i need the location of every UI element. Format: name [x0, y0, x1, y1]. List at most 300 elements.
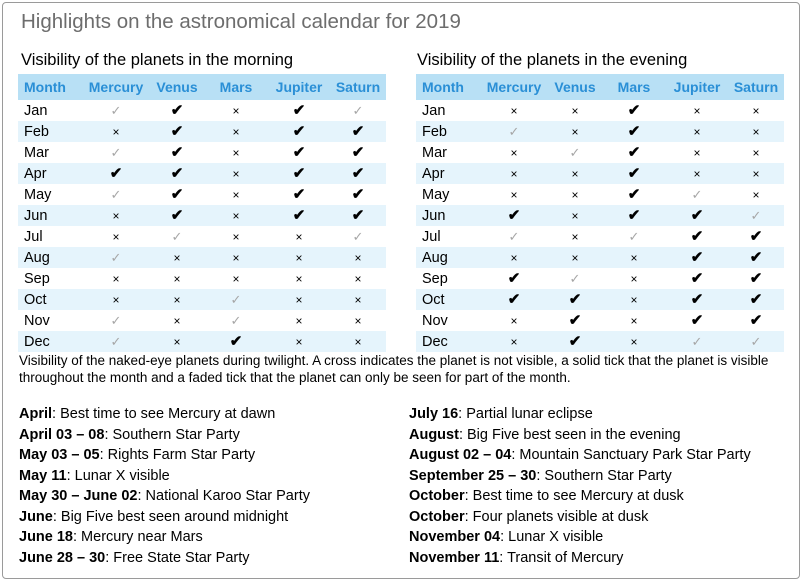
- visibility-cell: [330, 268, 386, 289]
- tick-icon: ✔: [507, 270, 521, 287]
- event-description: : National Karoo Star Party: [137, 488, 310, 504]
- event-date: October: [409, 488, 465, 504]
- event-item: [19, 527, 310, 548]
- tick-icon: ✔: [690, 249, 704, 266]
- visibility-cell: [204, 268, 268, 289]
- table-row: [18, 142, 386, 163]
- visibility-cell: [666, 268, 728, 289]
- month-cell: Aug: [18, 247, 82, 268]
- event-date: August 02 – 04: [409, 447, 512, 463]
- table-row: [18, 121, 386, 142]
- faded-tick-icon: ✓: [508, 229, 520, 244]
- event-date: November 11: [409, 549, 500, 566]
- visibility-cell: [268, 289, 330, 310]
- month-cell: Sep: [24, 270, 50, 287]
- visibility-cell: [548, 331, 602, 352]
- visibility-cell: [480, 331, 548, 352]
- tick-icon: ✔: [229, 333, 243, 350]
- cross-icon: ×: [112, 209, 120, 223]
- visibility-cell: [82, 226, 150, 247]
- table-caption: Visibility of the naked-eye planets during twilight. A cross indicates the planet is not visible, a solid tick that the planet is visible throughout the month and a faded tick that the planet can only be seen for part of the month.: [19, 353, 769, 385]
- month-cell: Feb: [416, 121, 480, 142]
- visibility-cell: [150, 205, 204, 226]
- cross-icon: ×: [752, 125, 760, 139]
- table-row: [18, 205, 386, 226]
- tick-icon: ✔: [170, 207, 184, 224]
- table-row: [416, 226, 784, 247]
- event-item: [19, 466, 310, 487]
- cross-icon: ×: [232, 272, 240, 286]
- table-row: [18, 163, 386, 184]
- tick-icon: ✔: [568, 333, 582, 350]
- tick-icon: ✔: [568, 291, 582, 308]
- event-item: [19, 404, 310, 425]
- cross-icon: ×: [232, 251, 240, 265]
- cross-icon: ×: [232, 188, 240, 202]
- cross-icon: ×: [173, 251, 181, 265]
- event-description: : Lunar X visible: [500, 529, 604, 545]
- visibility-cell: [548, 310, 602, 331]
- cross-icon: ×: [295, 335, 303, 349]
- visibility-cell: [330, 205, 386, 226]
- cross-icon: ×: [173, 335, 181, 349]
- visibility-cell: [204, 184, 268, 205]
- faded-tick-icon: ✓: [110, 103, 122, 118]
- visibility-cell: [548, 289, 602, 310]
- visibility-cell: [268, 226, 330, 247]
- visibility-cell: [602, 163, 666, 184]
- month-cell: Jul: [24, 228, 43, 245]
- column-header-saturn: Saturn: [330, 74, 386, 100]
- cross-icon: ×: [295, 314, 303, 328]
- cross-icon: ×: [510, 251, 518, 265]
- morning-heading: Visibility of the planets in the morning: [21, 51, 294, 69]
- tick-icon: ✔: [749, 270, 763, 287]
- page-title: Highlights on the astronomical calendar for 2019: [21, 10, 461, 33]
- event-date: November 04: [409, 529, 501, 545]
- visibility-cell: [602, 268, 666, 289]
- tick-icon: ✔: [627, 123, 641, 140]
- cross-icon: ×: [510, 104, 518, 118]
- event-item: [409, 445, 751, 466]
- visibility-cell: [330, 247, 386, 268]
- event-description: : Best time to see Mercury at dusk: [464, 488, 684, 504]
- tick-icon: ✔: [351, 186, 365, 203]
- cross-icon: ×: [752, 104, 760, 118]
- column-header-mercury: Mercury: [82, 74, 150, 100]
- tick-icon: ✔: [170, 102, 184, 119]
- table-row: [416, 142, 784, 163]
- visibility-cell: [330, 184, 386, 205]
- visibility-cell: [268, 121, 330, 142]
- cross-icon: ×: [571, 209, 579, 223]
- event-date: April 03 – 08: [19, 426, 105, 443]
- table-row: [416, 121, 784, 142]
- visibility-cell: [150, 310, 204, 331]
- visibility-cell: [602, 226, 666, 247]
- visibility-cell: [204, 310, 268, 331]
- table-row: [18, 268, 386, 289]
- cross-icon: ×: [232, 230, 240, 244]
- event-item: [19, 507, 310, 528]
- event-item: [409, 527, 751, 548]
- event-description: : Big Five best seen in the evening: [458, 426, 681, 443]
- cross-icon: ×: [752, 146, 760, 160]
- column-header-mercury: Mercury: [480, 74, 548, 100]
- faded-tick-icon: ✓: [171, 229, 183, 244]
- faded-tick-icon: ✓: [352, 229, 364, 244]
- visibility-cell: [82, 289, 150, 310]
- visibility-cell: [728, 100, 784, 121]
- event-description: : Mercury near Mars: [73, 529, 203, 545]
- visibility-cell: [268, 163, 330, 184]
- column-header-mars: Mars: [602, 74, 666, 100]
- visibility-cell: [150, 289, 204, 310]
- visibility-cell: [728, 289, 784, 310]
- event-item: [409, 486, 751, 507]
- visibility-cell: [602, 205, 666, 226]
- visibility-cell: [150, 121, 204, 142]
- visibility-cell: [268, 268, 330, 289]
- cross-icon: ×: [693, 146, 701, 160]
- cross-icon: ×: [630, 314, 638, 328]
- month-cell: Aug: [416, 247, 480, 268]
- visibility-cell: [602, 331, 666, 352]
- tick-icon: ✔: [351, 144, 365, 161]
- visibility-cell: [480, 100, 548, 121]
- cross-icon: ×: [752, 188, 760, 202]
- visibility-cell: [330, 226, 386, 247]
- visibility-cell: [666, 247, 728, 268]
- event-date: October: [409, 508, 465, 525]
- faded-tick-icon: ✓: [110, 187, 122, 202]
- visibility-cell: [330, 331, 386, 352]
- visibility-cell: [480, 268, 548, 289]
- events-list-left: [19, 404, 310, 568]
- event-description: : Free State Star Party: [105, 549, 250, 566]
- month-cell: Apr: [18, 163, 82, 184]
- visibility-cell: [666, 331, 728, 352]
- event-item: [19, 486, 310, 507]
- event-item: [409, 404, 751, 425]
- visibility-cell: [728, 268, 784, 289]
- visibility-cell: [666, 184, 728, 205]
- event-date: May 03 – 05: [19, 447, 100, 463]
- cross-icon: ×: [112, 125, 120, 139]
- faded-tick-icon: ✓: [750, 208, 762, 223]
- column-header-month: Month: [416, 74, 480, 100]
- visibility-cell: [548, 205, 602, 226]
- visibility-cell: [480, 205, 548, 226]
- visibility-cell: [204, 205, 268, 226]
- event-description: : Mountain Sanctuary Park Star Party: [511, 447, 751, 463]
- visibility-cell: [82, 205, 150, 226]
- tick-icon: ✔: [690, 291, 704, 308]
- table-row: [416, 268, 784, 289]
- tick-icon: ✔: [749, 228, 763, 245]
- visibility-cell: [330, 100, 386, 121]
- tick-icon: ✔: [292, 186, 306, 203]
- visibility-cell: [602, 100, 666, 121]
- month-cell: Jan: [422, 102, 446, 119]
- cross-icon: ×: [693, 104, 701, 118]
- faded-tick-icon: ✓: [230, 292, 242, 307]
- cross-icon: ×: [571, 251, 579, 265]
- cross-icon: ×: [571, 167, 579, 181]
- visibility-cell: [82, 100, 150, 121]
- tick-icon: ✔: [170, 123, 184, 140]
- visibility-cell: [728, 163, 784, 184]
- events-list-right: [409, 404, 751, 568]
- visibility-cell: [602, 310, 666, 331]
- cross-icon: ×: [173, 272, 181, 286]
- visibility-cell: [330, 163, 386, 184]
- table-row: [18, 184, 386, 205]
- visibility-cell: [82, 247, 150, 268]
- visibility-cell: [330, 121, 386, 142]
- month-cell: Jun: [18, 205, 82, 226]
- visibility-cell: [268, 310, 330, 331]
- event-item: [409, 548, 751, 569]
- faded-tick-icon: ✓: [110, 145, 122, 160]
- cross-icon: ×: [295, 230, 303, 244]
- tick-icon: ✔: [292, 102, 306, 119]
- event-date: June: [19, 508, 53, 525]
- cross-icon: ×: [295, 272, 303, 286]
- table-row: [18, 226, 386, 247]
- visibility-cell: [268, 142, 330, 163]
- visibility-cell: [728, 226, 784, 247]
- cross-icon: ×: [510, 167, 518, 181]
- event-item: [409, 425, 751, 446]
- visibility-cell: [548, 226, 602, 247]
- visibility-cell: [666, 289, 728, 310]
- table-row: [18, 331, 386, 352]
- tick-icon: ✔: [170, 144, 184, 161]
- cross-icon: ×: [232, 167, 240, 181]
- cross-icon: ×: [232, 146, 240, 160]
- faded-tick-icon: ✓: [110, 334, 122, 349]
- tick-icon: ✔: [170, 186, 184, 203]
- event-description: : Southern Star Party: [104, 426, 240, 443]
- faded-tick-icon: ✓: [508, 124, 520, 139]
- visibility-cell: [150, 142, 204, 163]
- cross-icon: ×: [112, 293, 120, 307]
- cross-icon: ×: [354, 272, 362, 286]
- visibility-cell: [480, 184, 548, 205]
- visibility-cell: [204, 100, 268, 121]
- tick-icon: ✔: [170, 165, 184, 182]
- table-row: [416, 289, 784, 310]
- table-row: [18, 289, 386, 310]
- table-row: [416, 247, 784, 268]
- event-item: [19, 548, 310, 569]
- table-row: [416, 184, 784, 205]
- cross-icon: ×: [630, 272, 638, 286]
- month-cell: Jul: [422, 228, 441, 245]
- cross-icon: ×: [354, 293, 362, 307]
- tick-icon: ✔: [627, 165, 641, 182]
- cross-icon: ×: [630, 335, 638, 349]
- faded-tick-icon: ✓: [110, 313, 122, 328]
- month-cell: May: [422, 186, 450, 203]
- visibility-cell: [330, 310, 386, 331]
- event-date: July 16: [409, 406, 459, 422]
- visibility-cell: [82, 184, 150, 205]
- event-date: September 25 – 30: [409, 467, 537, 484]
- visibility-cell: [548, 268, 602, 289]
- month-cell: Oct: [416, 289, 480, 310]
- column-header-mars: Mars: [204, 74, 268, 100]
- cross-icon: ×: [232, 104, 240, 118]
- visibility-cell: [548, 100, 602, 121]
- cross-icon: ×: [112, 230, 120, 244]
- event-item: [409, 466, 751, 487]
- cross-icon: ×: [232, 209, 240, 223]
- visibility-cell: [150, 100, 204, 121]
- cross-icon: ×: [571, 104, 579, 118]
- event-description: : Lunar X visible: [66, 467, 170, 484]
- tick-icon: ✔: [351, 165, 365, 182]
- month-cell: Apr: [416, 163, 480, 184]
- column-header-saturn: Saturn: [728, 74, 784, 100]
- column-header-jupiter: Jupiter: [268, 74, 330, 100]
- visibility-cell: [82, 142, 150, 163]
- cross-icon: ×: [295, 293, 303, 307]
- table-row: [18, 310, 386, 331]
- cross-icon: ×: [295, 251, 303, 265]
- tick-icon: ✔: [627, 207, 641, 224]
- tick-icon: ✔: [627, 102, 641, 119]
- event-description: : Four planets visible at dusk: [464, 508, 649, 525]
- cross-icon: ×: [510, 335, 518, 349]
- faded-tick-icon: ✓: [691, 334, 703, 349]
- tick-icon: ✔: [749, 312, 763, 329]
- cross-icon: ×: [630, 293, 638, 307]
- cross-icon: ×: [112, 272, 120, 286]
- visibility-cell: [330, 289, 386, 310]
- tick-icon: ✔: [568, 312, 582, 329]
- visibility-cell: [330, 142, 386, 163]
- tick-icon: ✔: [690, 228, 704, 245]
- visibility-cell: [204, 331, 268, 352]
- event-item: [19, 425, 310, 446]
- visibility-cell: [204, 289, 268, 310]
- cross-icon: ×: [571, 188, 579, 202]
- faded-tick-icon: ✓: [110, 250, 122, 265]
- visibility-cell: [82, 268, 150, 289]
- visibility-cell: [150, 226, 204, 247]
- visibility-cell: [548, 247, 602, 268]
- tick-icon: ✔: [690, 312, 704, 329]
- visibility-cell: [728, 142, 784, 163]
- visibility-cell: [150, 331, 204, 352]
- visibility-cell: [480, 247, 548, 268]
- faded-tick-icon: ✓: [230, 313, 242, 328]
- cross-icon: ×: [510, 188, 518, 202]
- visibility-cell: [548, 163, 602, 184]
- faded-tick-icon: ✓: [691, 187, 703, 202]
- month-cell: Jan: [24, 102, 48, 119]
- event-date: May 30 – June 02: [19, 488, 138, 504]
- visibility-cell: [548, 142, 602, 163]
- visibility-cell: [728, 205, 784, 226]
- visibility-cell: [204, 247, 268, 268]
- column-header-month: Month: [18, 74, 82, 100]
- visibility-cell: [150, 247, 204, 268]
- month-cell: Mar: [24, 144, 49, 161]
- tick-icon: ✔: [507, 291, 521, 308]
- cross-icon: ×: [630, 251, 638, 265]
- tick-icon: ✔: [627, 144, 641, 161]
- table-header-row: [416, 74, 784, 100]
- visibility-cell: [666, 100, 728, 121]
- table-header-row: [18, 74, 386, 100]
- tick-icon: ✔: [351, 207, 365, 224]
- visibility-cell: [268, 100, 330, 121]
- event-description: : Southern Star Party: [536, 467, 672, 484]
- tick-icon: ✔: [292, 165, 306, 182]
- faded-tick-icon: ✓: [750, 334, 762, 349]
- visibility-cell: [666, 121, 728, 142]
- tick-icon: ✔: [627, 186, 641, 203]
- visibility-cell: [82, 121, 150, 142]
- visibility-cell: [602, 121, 666, 142]
- table-row: [416, 205, 784, 226]
- event-date: June 28 – 30: [19, 549, 106, 566]
- tick-icon: ✔: [690, 270, 704, 287]
- visibility-cell: [150, 163, 204, 184]
- cross-icon: ×: [752, 167, 760, 181]
- visibility-cell: [728, 310, 784, 331]
- visibility-cell: [728, 184, 784, 205]
- evening-heading: Visibility of the planets in the evening: [417, 51, 688, 69]
- month-cell: Nov: [422, 312, 448, 329]
- month-cell: Jun: [416, 205, 480, 226]
- cross-icon: ×: [693, 167, 701, 181]
- column-header-venus: Venus: [548, 74, 602, 100]
- cross-icon: ×: [693, 125, 701, 139]
- visibility-cell: [82, 163, 150, 184]
- cross-icon: ×: [354, 251, 362, 265]
- visibility-cell: [268, 205, 330, 226]
- cross-icon: ×: [571, 125, 579, 139]
- visibility-cell: [666, 226, 728, 247]
- visibility-cell: [150, 268, 204, 289]
- event-description: : Best time to see Mercury at dawn: [52, 406, 276, 422]
- visibility-cell: [480, 142, 548, 163]
- tick-icon: ✔: [292, 207, 306, 224]
- column-header-venus: Venus: [150, 74, 204, 100]
- faded-tick-icon: ✓: [569, 271, 581, 286]
- faded-tick-icon: ✓: [628, 229, 640, 244]
- visibility-cell: [548, 121, 602, 142]
- table-row: [18, 247, 386, 268]
- visibility-cell: [204, 121, 268, 142]
- visibility-cell: [480, 226, 548, 247]
- event-date: June 18: [19, 529, 73, 545]
- month-cell: Mar: [422, 144, 447, 161]
- month-cell: Dec: [416, 331, 480, 352]
- month-cell: May: [24, 186, 52, 203]
- visibility-cell: [666, 142, 728, 163]
- visibility-cell: [666, 205, 728, 226]
- event-description: : Transit of Mercury: [499, 549, 624, 566]
- cross-icon: ×: [510, 146, 518, 160]
- visibility-cell: [480, 310, 548, 331]
- event-date: May 11: [19, 467, 67, 484]
- tick-icon: ✔: [507, 207, 521, 224]
